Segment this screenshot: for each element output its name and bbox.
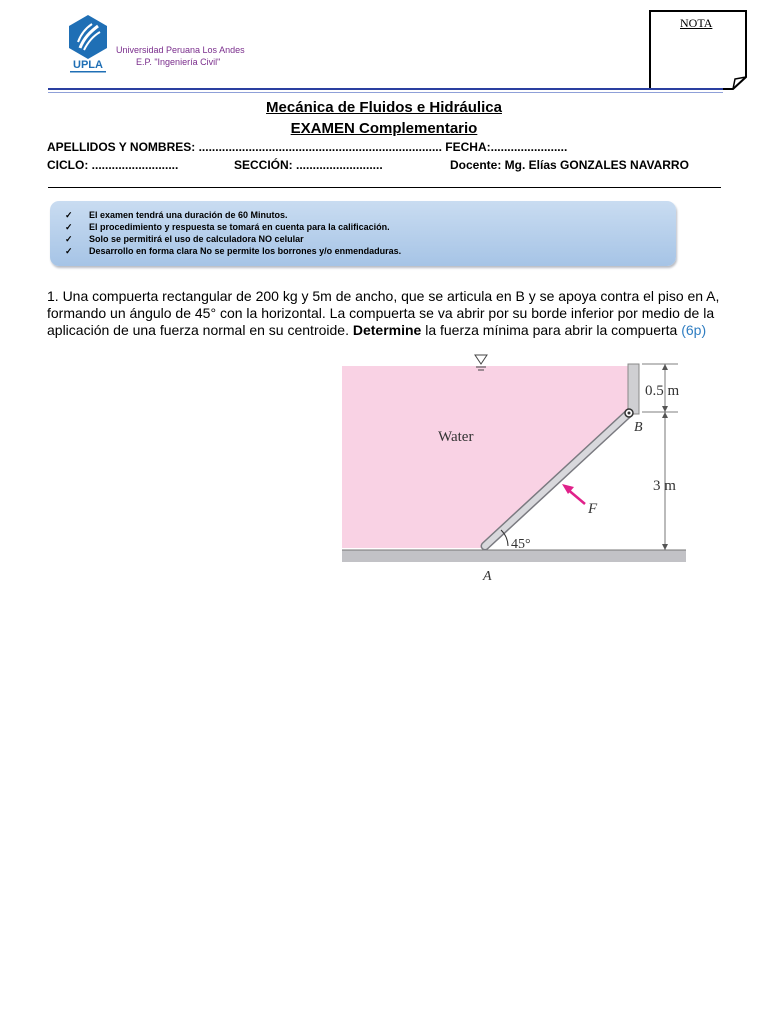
point-a-label: A <box>483 569 492 584</box>
info-divider <box>48 187 721 188</box>
grade-box-label: NOTA <box>680 16 713 30</box>
teacher-line: Docente: Mg. Elías GONZALES NAVARRO <box>450 158 689 172</box>
question-points: (6p) <box>681 322 707 338</box>
header-divider <box>48 88 723 90</box>
rule-item: ✓ Solo se permitirá el uso de calculadora NO celular <box>65 234 304 244</box>
wall <box>628 364 639 414</box>
question-keyword: Determine <box>352 322 422 338</box>
rules-box <box>50 201 676 266</box>
upla-logo <box>66 14 110 74</box>
course-title: Mecánica de Fluidos e Hidráulica <box>266 99 502 116</box>
checkmark-icon: ✓ <box>65 210 73 220</box>
dim-gate-label: 3 m <box>653 478 676 494</box>
name-date-line: APELLIDOS Y NOMBRES: ......................................................................... FECHA:....................... <box>47 140 568 154</box>
checkmark-icon: ✓ <box>65 246 73 256</box>
free-surface-icon <box>475 355 487 364</box>
logo-abbrev: UPLA <box>73 59 103 71</box>
angle-label: 45° <box>511 537 531 552</box>
section-line: SECCIÓN: .......................... <box>234 158 383 172</box>
rule-item: ✓ El examen tendrá una duración de 60 Minutos. <box>65 210 288 220</box>
school-name: E.P. "Ingeniería Civil" <box>136 57 221 67</box>
dim-top-label: 0.5 m <box>645 383 680 399</box>
header-divider-thin <box>48 92 723 93</box>
checkmark-icon: ✓ <box>65 222 73 232</box>
university-name: Universidad Peruana Los Andes <box>116 45 245 55</box>
water-label: Water <box>438 429 474 445</box>
cycle-line: CICLO: .......................... <box>47 158 179 172</box>
force-label: F <box>588 501 598 517</box>
exam-title: EXAMEN Complementario <box>290 120 478 137</box>
rule-item: ✓ El procedimiento y respuesta se tomará en cuenta para la calificación. <box>65 222 390 232</box>
checkmark-icon: ✓ <box>65 234 73 244</box>
gate-figure <box>330 350 700 590</box>
question-1: 1. Una compuerta rectangular de 200 kg y 5m de ancho, que se articula en B y se apoya contra el piso en A, formando un ángulo de 45° con la horizontal. La compuerta se va abrir por su borde inferior por medio de la aplicación de una fuerza normal en su centroide. Determine la fuerza mínima para abrir la compuerta (6p) <box>47 288 720 338</box>
rule-item: ✓ Desarrollo en forma clara No se permite los borrones y/o enmendaduras. <box>65 246 402 256</box>
point-b-label: B <box>634 420 643 435</box>
